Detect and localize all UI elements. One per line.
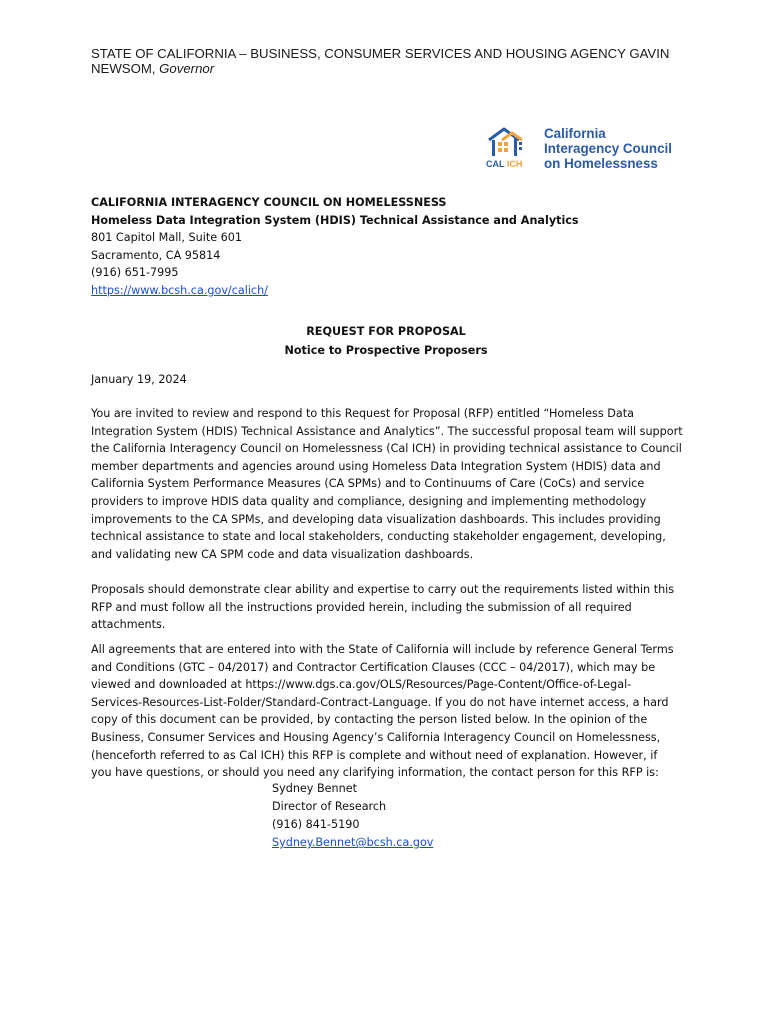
program-name: Homeless Data Integration System (HDIS) Technical Assistance and Analytics — [91, 213, 579, 227]
house-logo-icon — [486, 126, 538, 160]
state-header — [91, 46, 681, 76]
cal-ich-label: CAL ICH — [486, 159, 523, 169]
contact-phone: (916) 841-5190 — [272, 818, 360, 831]
address-line-1: 801 Capitol Mall, Suite 601 — [91, 231, 242, 245]
contact-title: Director of Research — [272, 800, 387, 813]
agency-phone: (916) 651-7995 — [91, 266, 179, 280]
contact-block — [272, 780, 572, 852]
paragraph-invitation: You are invited to review and respond to this Request for Proposal (RFP) entitled “Homeless Data Integration System (HDIS) Technical Assistance and Analytics”. The successful proposal team will support the California Interagency Council on Homelessness (Cal ICH) in providing technical assistance to Council member departments and agencies around using Homeless Data Integration System (HDIS) data and California System Performance Measures (CA SPMs) and to Continuums of Care (CoCs) and service providers to improve HDIS data quality and compliance, designing and implementing methodology improvements to the CA SPMs, and developing data visualization dashboards. This includes providing technical assistance to state and local stakeholders, conducting stakeholder engagement, developing, and validating new CA SPM code and data visualization dashboards. — [91, 407, 683, 561]
address-line-2: Sacramento, CA 95814 — [91, 248, 221, 262]
paragraph-requirements: Proposals should demonstrate clear ability and expertise to carry out the requirements listed within this RFP and must follow all the instructions provided herein, including the submission of all required attachments. — [91, 583, 675, 632]
rfp-heading — [91, 322, 681, 360]
rfp-date: January 19, 2024 — [91, 373, 187, 386]
contact-name: Sydney Bennet — [272, 782, 357, 795]
agency-website-link[interactable]: https://www.bcsh.ca.gov/calich/ — [91, 283, 268, 297]
state-line: STATE OF CALIFORNIA – BUSINESS, CONSUMER SERVICES AND HOUSING AGENCY GAVIN NEWSOM, — [91, 46, 670, 76]
contact-email-link[interactable]: Sydney.Bennet@bcsh.ca.gov — [272, 836, 434, 849]
agency-name: CALIFORNIA INTERAGENCY COUNCIL ON HOMELESSNESS — [91, 196, 447, 209]
agency-block — [91, 194, 681, 300]
rfp-subtitle: Notice to Prospective Proposers — [284, 344, 488, 357]
governor-title: Governor — [159, 61, 215, 76]
rfp-title: REQUEST FOR PROPOSAL — [306, 325, 466, 338]
cal-ich-logo — [486, 126, 686, 174]
logo-wordmark: California Interagency Council on Homelessness — [544, 126, 672, 171]
paragraph-agreements: All agreements that are entered into with the State of California will include by reference General Terms and Conditions (GTC – 04/2017) and Contractor Certification Clauses (CCC – 04/2017), which may be viewed and downloaded at https://www.dgs.ca.gov/OLS/Resources/Page-Content/Office-of-Legal- Services-Resources-List-Folder/Standard-Contract-Language. If you do not have internet access, a hard copy of this document can be provided, by contacting the person listed below. In the opinion of the Business, Consumer Services and Housing Agency’s California Interagency Council on Homelessness, (henceforth referred to as Cal ICH) this RFP is complete and without need of explanation. However, if you have questions, or should you need any clarifying information, the contact person for this RFP is: — [91, 643, 674, 780]
